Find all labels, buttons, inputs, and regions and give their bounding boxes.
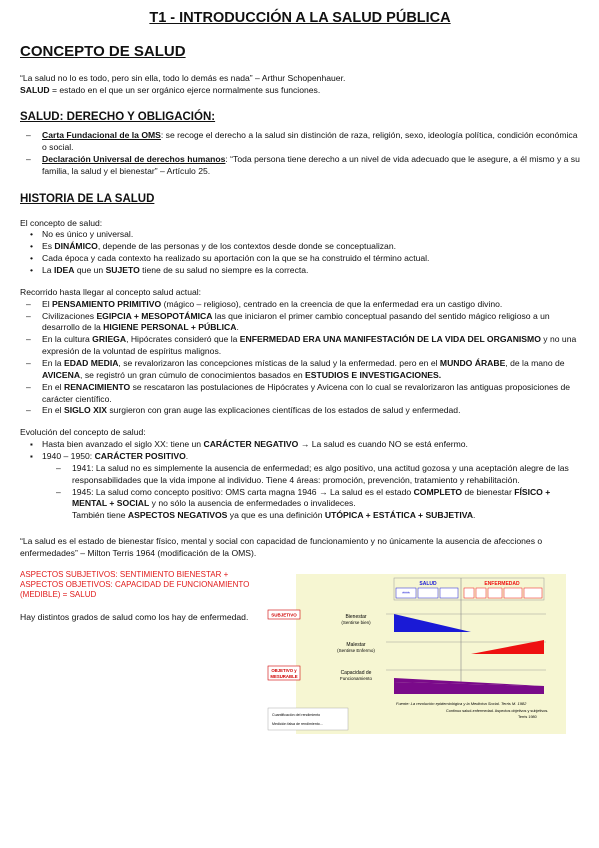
row1-label: Bienestar xyxy=(345,613,367,620)
stars-label: **** xyxy=(402,591,410,598)
list-item-text: 1941: La salud no es simplemente la ausencia de enfermedad; es algo positivo, una actitud gozosa y una aceptación alegre de las responsabilidades que la vida impone al individuo. Tiene 4 áreas: promoción, prevención, tratamiento y rehabilitación. xyxy=(72,462,569,485)
cell-row xyxy=(396,588,542,598)
cell xyxy=(440,588,458,598)
text: En la cultura xyxy=(42,334,93,345)
cell xyxy=(476,588,486,598)
text: En el xyxy=(42,381,64,392)
text-bold: RENACIMIENTO xyxy=(63,381,131,392)
salud-definition-text: = estado en el que un ser orgánico ejerce normalmente sus funciones. xyxy=(49,84,321,95)
cell xyxy=(524,588,542,598)
list-item-text: : se recoge el derecho a la salud sin distinción de raza, religión, sexo, ideología política, condición económica o social. xyxy=(42,130,578,153)
text: → La salud es cuando NO se está enfermo. xyxy=(298,439,468,450)
row2-sublabel: (Sentirse Enfermo) xyxy=(337,647,375,653)
text-bold: GRIEGA xyxy=(92,334,127,345)
concepto-list xyxy=(20,229,580,276)
text: de bienestar xyxy=(462,486,515,497)
bottom-section xyxy=(20,570,580,740)
text-bold: EDAD MEDIA xyxy=(63,358,119,369)
section-heading-derecho: SALUD: DERECHO Y OBLIGACIÓN: xyxy=(20,111,216,124)
figure-source: Fuente: La revolución epidemiológica y la Medicina Social. Terris M. 1982 xyxy=(396,700,527,706)
text: y no una expresión de la voluntad de espíritus malignos. xyxy=(42,334,577,357)
continuum-diagram xyxy=(270,574,566,734)
text-bold: MUNDO ÁRABE xyxy=(439,358,506,369)
concepto-intro: El concepto de salud: xyxy=(20,217,103,228)
medible-tag-label: MESURABLE xyxy=(270,673,298,679)
list-item xyxy=(20,229,580,241)
bienestar-wedge xyxy=(394,614,471,632)
legend-item-1: Cuantificación del rendimiento xyxy=(272,712,321,717)
text: La xyxy=(42,265,54,275)
grados-text: Hay distintos grados de salud como los hay de enfermedad. xyxy=(20,611,249,622)
text: surgieron con gran auge las explicaciones científicas de los estados de salud y enfermedad. xyxy=(106,405,461,416)
salud-definition xyxy=(20,85,580,97)
text-bold: EGIPCIA + MESOPOTÁMICA xyxy=(96,310,213,321)
list-item xyxy=(20,253,580,265)
text-bold: PENSAMIENTO PRIMITIVO xyxy=(52,298,162,309)
text: El xyxy=(42,298,53,309)
aspects-red-note: ASPECTOS SUBJETIVOS: SENTIMIENTO BIENESTAR + ASPECTOS OBJETIVOS: CAPACIDAD DE FUNCIONAMIENTO (MEDIBLE) = SALUD xyxy=(20,569,250,599)
text: (mágico – religioso), centrado en la creencia de que la enfermedad era un castigo divino. xyxy=(161,298,503,309)
subjetivo-tag-label: SUBJETIVO xyxy=(271,612,297,618)
list-item xyxy=(20,130,580,154)
list-item xyxy=(20,463,580,487)
text-bold: ASPECTOS NEGATIVOS xyxy=(127,510,228,521)
text: . xyxy=(236,322,239,333)
figure-caption1: Continuo salud-enfermedad. Aspectos objetivos y subjetivos. xyxy=(446,708,549,713)
text-bold: SIGLO XIX xyxy=(63,405,107,416)
text: En el xyxy=(42,405,64,416)
salud-term: SALUD xyxy=(20,84,50,95)
recorrido-intro: Recorrido hasta llegar al concepto salud actual: xyxy=(20,286,202,297)
text: En la xyxy=(42,358,64,369)
derecho-list xyxy=(20,130,580,177)
declaracion-label: Declaración Universal de derechos humanos xyxy=(42,153,226,164)
page-title: T1 - INTRODUCCIÓN A LA SALUD PÚBLICA xyxy=(149,10,451,26)
list-item xyxy=(20,241,580,253)
text-bold: SUJETO xyxy=(105,265,140,275)
list-item xyxy=(20,358,580,382)
text-bold: UTÓPICA + ESTÁTICA + SUBJETIVA xyxy=(324,510,474,521)
evolucion-sublist xyxy=(20,463,580,522)
text: ya que es una definición xyxy=(227,510,325,521)
section-heading-historia: HISTORIA DE LA SALUD xyxy=(20,192,155,205)
list-item-text: : “Toda persona tiene derecho a un nivel de vida adecuado que le asegure, a él mismo y a su familia, la salud y el bienestar” – Artículo 25. xyxy=(42,153,580,176)
text: tiene de su salud no siempre es la correcta. xyxy=(139,265,309,275)
text: Civilizaciones xyxy=(42,310,97,321)
row2-label: Malestar xyxy=(346,641,366,648)
cell xyxy=(488,588,502,598)
row3-label: Capacidad de xyxy=(340,669,372,676)
schopenhauer-quote: “La salud no lo es todo, pero sin ella, todo lo demás es nada” – Arthur Schopenhauer. xyxy=(20,72,346,83)
list-item-text: No es único y universal. xyxy=(42,229,134,240)
evolucion-intro: Evolución del concepto de salud: xyxy=(20,427,146,438)
list-item xyxy=(20,382,580,406)
figure-caption2: Terris 1980 xyxy=(518,714,537,719)
text-bold: CARÁCTER POSITIVO xyxy=(94,451,186,462)
cell xyxy=(418,588,438,598)
text: 1940 – 1950: xyxy=(42,451,95,462)
list-item-text: Cada época y cada contexto ha realizado su aportación con la que se ha construido el término actual. xyxy=(42,253,430,264)
text: y no sólo la ausencia de enfermedades o invalideces. xyxy=(149,498,356,509)
text-bold: COMPLETO xyxy=(413,486,463,497)
list-item xyxy=(20,487,580,523)
col-enfermedad-label: ENFERMEDAD xyxy=(484,580,520,587)
text-bold: ENFERMEDAD ERA UNA MANIFESTACIÓN DE LA VIDA DEL ORGANISMO xyxy=(239,334,541,345)
text: , depende de las personas y de los contextos desde donde se conceptualizan. xyxy=(97,241,397,252)
text-bold: ESTUDIOS E INVESTIGACIONES. xyxy=(305,369,442,380)
text-bold: IDEA xyxy=(53,265,75,275)
list-item xyxy=(20,311,580,335)
text: , se revalorizaron las concepciones místicas de la salud y la enfermedad. pero en el xyxy=(118,358,440,369)
list-item xyxy=(20,334,580,358)
text: 1945: La salud como concepto positivo: OMS carta magna 1946 → La salud es el estado xyxy=(72,486,414,497)
text-bold: FÍSICO + MENTAL + SOCIAL xyxy=(72,486,551,509)
text: , Hipócrates consideró que la xyxy=(126,334,240,345)
text: se rescataron las postulaciones de Hipócrates y Avicena con lo cual se revalorizaron las antiguas proposiciones de carácter científico. xyxy=(42,381,571,404)
legend-box xyxy=(268,708,348,730)
text: las que iniciaron el primer cambio conceptual pasando del sentido mágico religioso a un desarrollo de la xyxy=(42,310,550,333)
list-item xyxy=(20,265,580,277)
terris-quote: “La salud es el estado de bienestar físico, mental y social con capacidad de funcionamiento y no únicamente la ausencia de afecciones o enfermedades” – Milton Terris 1964 (modificación de la OMS). xyxy=(20,536,543,559)
text: que un xyxy=(74,265,106,275)
aspects-column xyxy=(20,570,250,624)
salud-enfermedad-figure xyxy=(270,574,566,734)
evolucion-list xyxy=(20,439,580,463)
text-bold: AVICENA xyxy=(42,369,81,380)
text: . xyxy=(473,510,476,521)
list-item xyxy=(20,299,580,311)
row1-sublabel: (Sentirse bien) xyxy=(341,619,371,625)
list-item xyxy=(20,154,580,178)
list-item xyxy=(20,451,580,463)
section-heading-concepto: CONCEPTO DE SALUD xyxy=(20,43,186,60)
text: También tiene xyxy=(72,510,128,521)
list-item xyxy=(20,405,580,417)
text-bold: CARÁCTER NEGATIVO xyxy=(203,439,299,450)
cell xyxy=(504,588,522,598)
row3-sublabel: Funcionamiento xyxy=(339,675,373,681)
col-salud-label: SALUD xyxy=(419,580,437,587)
text: Hasta bien avanzado el siglo XX: tiene un xyxy=(42,439,204,450)
text: , se registró un gran cúmulo de conocimientos basados en xyxy=(80,369,306,380)
text: , de la mano de xyxy=(505,358,565,369)
recorrido-list xyxy=(20,299,580,418)
cell xyxy=(464,588,474,598)
objetivo-tag-label: OBJETIVO y xyxy=(271,667,297,673)
text: Es xyxy=(42,241,55,252)
text: . xyxy=(185,451,189,462)
document-page xyxy=(20,8,580,740)
legend-item-2: Medición falsa de rendimiento... xyxy=(272,721,323,726)
carta-oms-label: Carta Fundacional de la OMS xyxy=(42,130,161,141)
text-bold: HIGIENE PERSONAL + PÚBLICA xyxy=(103,322,237,333)
text-bold: DINÁMICO xyxy=(54,241,98,252)
list-item xyxy=(20,439,580,451)
